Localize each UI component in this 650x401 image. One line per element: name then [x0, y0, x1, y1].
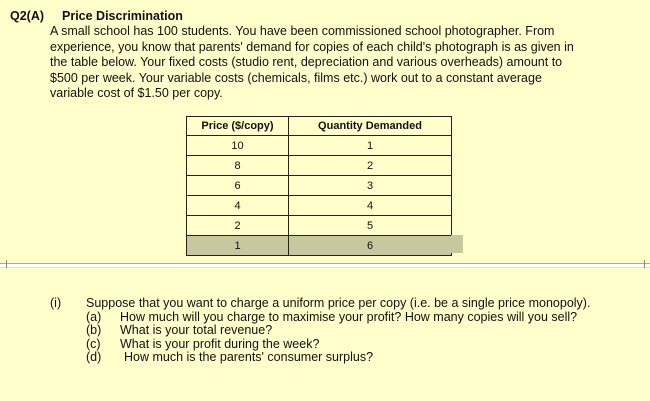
price-cell: 6: [187, 176, 289, 196]
subquestion-row: [50, 351, 590, 365]
table-row: [187, 196, 452, 216]
intro-paragraph: [50, 24, 640, 102]
part-i-row: [50, 297, 590, 311]
price-cell: 8: [187, 156, 289, 176]
intro-line: variable cost of $1.50 per copy.: [50, 86, 223, 100]
table-header-row: [187, 117, 452, 136]
quantity-cell: 2: [289, 156, 452, 176]
question-title: Price Discrimination: [62, 9, 183, 23]
quantity-cell: 5: [289, 216, 452, 236]
subquestion-row: [50, 324, 590, 338]
intro-line: $500 per week. Your variable costs (chemicals, films etc.) work out to a constant average: [50, 70, 542, 85]
subquestion-label: (d): [86, 350, 102, 364]
table-row: [187, 216, 452, 236]
subquestion-row: [50, 338, 590, 352]
subquestion-text: What is your total revenue?: [120, 323, 273, 337]
quantity-header: Quantity Demanded: [289, 117, 452, 136]
intro-line: the table below. Your fixed costs (studio rent, depreciation and various overheads) amount to: [50, 55, 563, 69]
subquestion-text: What is your profit during the week?: [120, 336, 320, 351]
table-row: [187, 176, 452, 196]
subquestion-text: How much will you charge to maximise your profit? How many copies will you sell?: [120, 309, 578, 324]
price-cell: 4: [187, 196, 289, 216]
quantity-cell: 6: [289, 236, 452, 256]
highlighted-table-row[interactable]: [187, 236, 452, 256]
price-cell: 1: [187, 236, 289, 256]
table-row: [187, 156, 452, 176]
subquestion-label: (b): [86, 323, 102, 337]
question-number: Q2(A): [10, 9, 45, 23]
quantity-cell: 1: [289, 136, 452, 156]
price-cell: 2: [187, 216, 289, 236]
price-cell: 10: [187, 136, 289, 156]
intro-line: experience, you know that parents' demand for copies of each child's photograph is as given in: [50, 39, 574, 54]
demand-table: [186, 116, 452, 256]
quantity-cell: 4: [289, 196, 452, 216]
question-heading: [10, 9, 183, 23]
ruler-tick: [644, 260, 645, 268]
price-header: Price ($/copy): [187, 117, 289, 136]
ruler-tick: [6, 260, 7, 268]
question-list: [50, 297, 590, 365]
part-label: (i): [50, 296, 62, 310]
subquestion-text: How much is the parents' consumer surplus?: [124, 350, 374, 364]
page-divider: [0, 263, 650, 268]
quantity-cell: 3: [289, 176, 452, 196]
subquestion-label: (c): [86, 336, 101, 351]
subquestion-label: (a): [86, 309, 102, 324]
subquestion-row: [50, 311, 590, 325]
intro-line: A small school has 100 students. You have been commissioned school photographer. From: [50, 24, 555, 38]
selection-highlight: [451, 235, 463, 253]
part-text: Suppose that you want to charge a uniform price per copy (i.e. be a single price monopoly).: [86, 296, 591, 310]
table-row: [187, 136, 452, 156]
